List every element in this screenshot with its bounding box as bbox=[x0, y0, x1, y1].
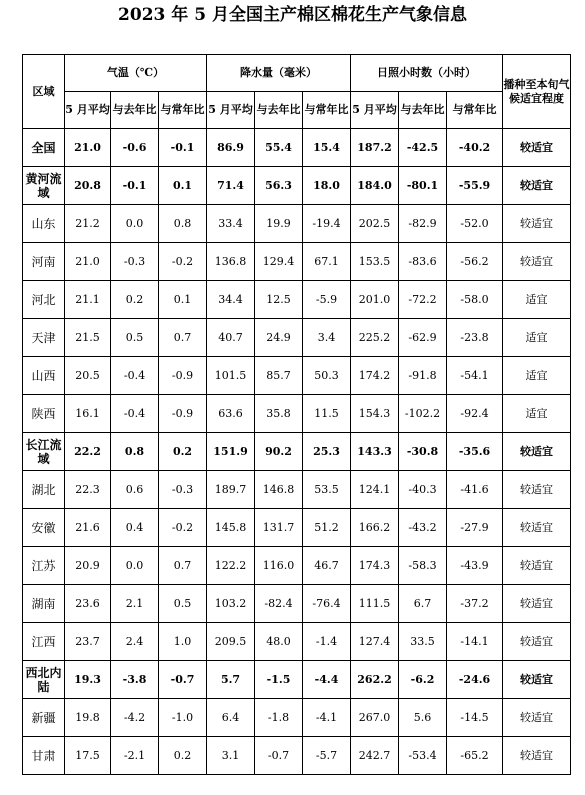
value-cell: 0.0 bbox=[111, 547, 159, 585]
value-cell: -24.6 bbox=[447, 661, 503, 699]
value-cell: 184.0 bbox=[351, 167, 399, 205]
value-cell: 0.8 bbox=[159, 205, 207, 243]
value-cell: 201.0 bbox=[351, 281, 399, 319]
value-cell: 33.5 bbox=[399, 623, 447, 661]
value-cell: -14.1 bbox=[447, 623, 503, 661]
suitability-cell: 较适宜 bbox=[503, 509, 571, 547]
value-cell: -4.1 bbox=[303, 699, 351, 737]
value-cell: -54.1 bbox=[447, 357, 503, 395]
value-cell: 63.6 bbox=[207, 395, 255, 433]
value-cell: 2.4 bbox=[111, 623, 159, 661]
value-cell: -55.9 bbox=[447, 167, 503, 205]
value-cell: -0.3 bbox=[159, 471, 207, 509]
header-suitability: 播种至本旬气候适宜程度 bbox=[503, 55, 571, 129]
value-cell: 209.5 bbox=[207, 623, 255, 661]
value-cell: 0.4 bbox=[111, 509, 159, 547]
page-title: 2023 年 5 月全国主产棉区棉花生产气象信息 bbox=[118, 5, 467, 25]
value-cell: -43.2 bbox=[399, 509, 447, 547]
value-cell: -19.4 bbox=[303, 205, 351, 243]
value-cell: 6.7 bbox=[399, 585, 447, 623]
value-cell: 46.7 bbox=[303, 547, 351, 585]
value-cell: -40.2 bbox=[447, 129, 503, 167]
value-cell: -0.9 bbox=[159, 357, 207, 395]
value-cell: -30.8 bbox=[399, 433, 447, 471]
value-cell: 51.2 bbox=[303, 509, 351, 547]
value-cell: -6.2 bbox=[399, 661, 447, 699]
suitability-cell: 较适宜 bbox=[503, 699, 571, 737]
value-cell: 0.0 bbox=[111, 205, 159, 243]
table-row bbox=[23, 585, 571, 623]
value-cell: 3.4 bbox=[303, 319, 351, 357]
value-cell: 23.7 bbox=[65, 623, 111, 661]
value-cell: 48.0 bbox=[255, 623, 303, 661]
value-cell: 20.5 bbox=[65, 357, 111, 395]
value-cell: 103.2 bbox=[207, 585, 255, 623]
value-cell: 101.5 bbox=[207, 357, 255, 395]
value-cell: 21.5 bbox=[65, 319, 111, 357]
region-cell: 江西 bbox=[23, 623, 65, 661]
value-cell: 22.2 bbox=[65, 433, 111, 471]
value-cell: -76.4 bbox=[303, 585, 351, 623]
value-cell: -0.4 bbox=[111, 395, 159, 433]
value-cell: 0.5 bbox=[111, 319, 159, 357]
value-cell: -92.4 bbox=[447, 395, 503, 433]
value-cell: -37.2 bbox=[447, 585, 503, 623]
value-cell: 20.8 bbox=[65, 167, 111, 205]
suitability-cell: 较适宜 bbox=[503, 661, 571, 699]
value-cell: -4.2 bbox=[111, 699, 159, 737]
subheader-cell: 与去年比 bbox=[111, 92, 159, 129]
value-cell: -0.7 bbox=[159, 661, 207, 699]
table-row bbox=[23, 623, 571, 661]
value-cell: 0.5 bbox=[159, 585, 207, 623]
value-cell: -0.7 bbox=[255, 737, 303, 775]
value-cell: -82.4 bbox=[255, 585, 303, 623]
value-cell: -72.2 bbox=[399, 281, 447, 319]
table-row bbox=[23, 433, 571, 471]
value-cell: 56.3 bbox=[255, 167, 303, 205]
value-cell: -62.9 bbox=[399, 319, 447, 357]
value-cell: -0.9 bbox=[159, 395, 207, 433]
value-cell: -58.0 bbox=[447, 281, 503, 319]
value-cell: -23.8 bbox=[447, 319, 503, 357]
suitability-cell: 较适宜 bbox=[503, 129, 571, 167]
value-cell: -80.1 bbox=[399, 167, 447, 205]
value-cell: -91.8 bbox=[399, 357, 447, 395]
header-region: 区域 bbox=[23, 55, 65, 129]
value-cell: 90.2 bbox=[255, 433, 303, 471]
table-row bbox=[23, 319, 571, 357]
value-cell: -0.3 bbox=[111, 243, 159, 281]
value-cell: -0.2 bbox=[159, 243, 207, 281]
value-cell: 33.4 bbox=[207, 205, 255, 243]
value-cell: -56.2 bbox=[447, 243, 503, 281]
value-cell: 0.1 bbox=[159, 167, 207, 205]
value-cell: 202.5 bbox=[351, 205, 399, 243]
region-cell: 全国 bbox=[23, 129, 65, 167]
value-cell: -82.9 bbox=[399, 205, 447, 243]
value-cell: 20.9 bbox=[65, 547, 111, 585]
value-cell: 151.9 bbox=[207, 433, 255, 471]
region-cell: 陕西 bbox=[23, 395, 65, 433]
value-cell: -1.8 bbox=[255, 699, 303, 737]
value-cell: -1.0 bbox=[159, 699, 207, 737]
value-cell: 111.5 bbox=[351, 585, 399, 623]
value-cell: -35.6 bbox=[447, 433, 503, 471]
value-cell: 50.3 bbox=[303, 357, 351, 395]
value-cell: 86.9 bbox=[207, 129, 255, 167]
region-cell: 长江流域 bbox=[23, 433, 65, 471]
region-cell: 安徽 bbox=[23, 509, 65, 547]
value-cell: -2.1 bbox=[111, 737, 159, 775]
suitability-cell: 较适宜 bbox=[503, 623, 571, 661]
value-cell: 166.2 bbox=[351, 509, 399, 547]
table-row bbox=[23, 471, 571, 509]
value-cell: 267.0 bbox=[351, 699, 399, 737]
value-cell: 53.5 bbox=[303, 471, 351, 509]
subheader-cell: 5 月平均 bbox=[65, 92, 111, 129]
value-cell: 21.6 bbox=[65, 509, 111, 547]
value-cell: 19.8 bbox=[65, 699, 111, 737]
value-cell: 0.6 bbox=[111, 471, 159, 509]
value-cell: -40.3 bbox=[399, 471, 447, 509]
table-row bbox=[23, 737, 571, 775]
subheader-cell: 与去年比 bbox=[399, 92, 447, 129]
value-cell: 116.0 bbox=[255, 547, 303, 585]
value-cell: 187.2 bbox=[351, 129, 399, 167]
value-cell: 127.4 bbox=[351, 623, 399, 661]
value-cell: -0.1 bbox=[111, 167, 159, 205]
value-cell: 19.3 bbox=[65, 661, 111, 699]
region-cell: 湖北 bbox=[23, 471, 65, 509]
value-cell: -41.6 bbox=[447, 471, 503, 509]
value-cell: -0.2 bbox=[159, 509, 207, 547]
value-cell: -58.3 bbox=[399, 547, 447, 585]
table-row bbox=[23, 509, 571, 547]
region-cell: 江苏 bbox=[23, 547, 65, 585]
value-cell: 12.5 bbox=[255, 281, 303, 319]
header-precipitation: 降水量（毫米） bbox=[207, 55, 351, 92]
value-cell: 0.1 bbox=[159, 281, 207, 319]
value-cell: 174.3 bbox=[351, 547, 399, 585]
value-cell: 21.0 bbox=[65, 129, 111, 167]
value-cell: 0.8 bbox=[111, 433, 159, 471]
subheader-cell: 与常年比 bbox=[303, 92, 351, 129]
region-cell: 黄河流域 bbox=[23, 167, 65, 205]
table-row bbox=[23, 357, 571, 395]
table-row bbox=[23, 547, 571, 585]
subheader-cell: 5 月平均 bbox=[207, 92, 255, 129]
header-temperature: 气温（℃） bbox=[65, 55, 207, 92]
value-cell: 1.0 bbox=[159, 623, 207, 661]
value-cell: 0.2 bbox=[159, 737, 207, 775]
table-row bbox=[23, 699, 571, 737]
value-cell: 136.8 bbox=[207, 243, 255, 281]
value-cell: 15.4 bbox=[303, 129, 351, 167]
value-cell: 24.9 bbox=[255, 319, 303, 357]
value-cell: 174.2 bbox=[351, 357, 399, 395]
value-cell: 242.7 bbox=[351, 737, 399, 775]
region-cell: 甘肃 bbox=[23, 737, 65, 775]
subheader-cell: 5 月平均 bbox=[351, 92, 399, 129]
value-cell: 21.0 bbox=[65, 243, 111, 281]
cotton-weather-table bbox=[22, 54, 571, 775]
value-cell: -3.8 bbox=[111, 661, 159, 699]
value-cell: 5.6 bbox=[399, 699, 447, 737]
value-cell: 25.3 bbox=[303, 433, 351, 471]
value-cell: -27.9 bbox=[447, 509, 503, 547]
value-cell: -52.0 bbox=[447, 205, 503, 243]
header-sunshine: 日照小时数（小时） bbox=[351, 55, 503, 92]
suitability-cell: 较适宜 bbox=[503, 243, 571, 281]
value-cell: 0.2 bbox=[111, 281, 159, 319]
value-cell: -4.4 bbox=[303, 661, 351, 699]
suitability-cell: 较适宜 bbox=[503, 167, 571, 205]
table-row bbox=[23, 243, 571, 281]
value-cell: 143.3 bbox=[351, 433, 399, 471]
subheader-cell: 与去年比 bbox=[255, 92, 303, 129]
value-cell: 34.4 bbox=[207, 281, 255, 319]
value-cell: 55.4 bbox=[255, 129, 303, 167]
value-cell: 40.7 bbox=[207, 319, 255, 357]
region-cell: 新疆 bbox=[23, 699, 65, 737]
region-cell: 山西 bbox=[23, 357, 65, 395]
suitability-cell: 较适宜 bbox=[503, 547, 571, 585]
value-cell: 262.2 bbox=[351, 661, 399, 699]
value-cell: 3.1 bbox=[207, 737, 255, 775]
table-row bbox=[23, 129, 571, 167]
table-row bbox=[23, 395, 571, 433]
value-cell: 11.5 bbox=[303, 395, 351, 433]
value-cell: 18.0 bbox=[303, 167, 351, 205]
value-cell: 131.7 bbox=[255, 509, 303, 547]
region-cell: 河北 bbox=[23, 281, 65, 319]
value-cell: 0.7 bbox=[159, 547, 207, 585]
suitability-cell: 较适宜 bbox=[503, 433, 571, 471]
value-cell: 35.8 bbox=[255, 395, 303, 433]
value-cell: 225.2 bbox=[351, 319, 399, 357]
suitability-cell: 较适宜 bbox=[503, 471, 571, 509]
value-cell: 129.4 bbox=[255, 243, 303, 281]
subheader-cell: 与常年比 bbox=[447, 92, 503, 129]
suitability-cell: 适宜 bbox=[503, 281, 571, 319]
table-row bbox=[23, 661, 571, 699]
value-cell: 145.8 bbox=[207, 509, 255, 547]
value-cell: 153.5 bbox=[351, 243, 399, 281]
value-cell: 6.4 bbox=[207, 699, 255, 737]
value-cell: 16.1 bbox=[65, 395, 111, 433]
value-cell: -5.9 bbox=[303, 281, 351, 319]
value-cell: -0.1 bbox=[159, 129, 207, 167]
value-cell: -0.6 bbox=[111, 129, 159, 167]
value-cell: 19.9 bbox=[255, 205, 303, 243]
region-cell: 湖南 bbox=[23, 585, 65, 623]
value-cell: -102.2 bbox=[399, 395, 447, 433]
value-cell: -1.5 bbox=[255, 661, 303, 699]
value-cell: -83.6 bbox=[399, 243, 447, 281]
value-cell: -0.4 bbox=[111, 357, 159, 395]
value-cell: 21.1 bbox=[65, 281, 111, 319]
value-cell: -1.4 bbox=[303, 623, 351, 661]
region-cell: 河南 bbox=[23, 243, 65, 281]
subheader-cell: 与常年比 bbox=[159, 92, 207, 129]
suitability-cell: 较适宜 bbox=[503, 585, 571, 623]
region-cell: 天津 bbox=[23, 319, 65, 357]
value-cell: 189.7 bbox=[207, 471, 255, 509]
suitability-cell: 较适宜 bbox=[503, 205, 571, 243]
value-cell: 2.1 bbox=[111, 585, 159, 623]
region-cell: 西北内陆 bbox=[23, 661, 65, 699]
value-cell: 23.6 bbox=[65, 585, 111, 623]
value-cell: 71.4 bbox=[207, 167, 255, 205]
value-cell: 154.3 bbox=[351, 395, 399, 433]
value-cell: 21.2 bbox=[65, 205, 111, 243]
table-row bbox=[23, 167, 571, 205]
value-cell: 146.8 bbox=[255, 471, 303, 509]
suitability-cell: 较适宜 bbox=[503, 737, 571, 775]
suitability-cell: 适宜 bbox=[503, 319, 571, 357]
suitability-cell: 适宜 bbox=[503, 357, 571, 395]
value-cell: 0.7 bbox=[159, 319, 207, 357]
value-cell: -5.7 bbox=[303, 737, 351, 775]
value-cell: 22.3 bbox=[65, 471, 111, 509]
value-cell: 67.1 bbox=[303, 243, 351, 281]
value-cell: 0.2 bbox=[159, 433, 207, 471]
region-cell: 山东 bbox=[23, 205, 65, 243]
value-cell: 17.5 bbox=[65, 737, 111, 775]
value-cell: 85.7 bbox=[255, 357, 303, 395]
value-cell: -42.5 bbox=[399, 129, 447, 167]
value-cell: -53.4 bbox=[399, 737, 447, 775]
value-cell: 5.7 bbox=[207, 661, 255, 699]
table-row bbox=[23, 281, 571, 319]
value-cell: -65.2 bbox=[447, 737, 503, 775]
value-cell: 124.1 bbox=[351, 471, 399, 509]
value-cell: 122.2 bbox=[207, 547, 255, 585]
suitability-cell: 适宜 bbox=[503, 395, 571, 433]
value-cell: -43.9 bbox=[447, 547, 503, 585]
value-cell: -14.5 bbox=[447, 699, 503, 737]
table-row bbox=[23, 205, 571, 243]
